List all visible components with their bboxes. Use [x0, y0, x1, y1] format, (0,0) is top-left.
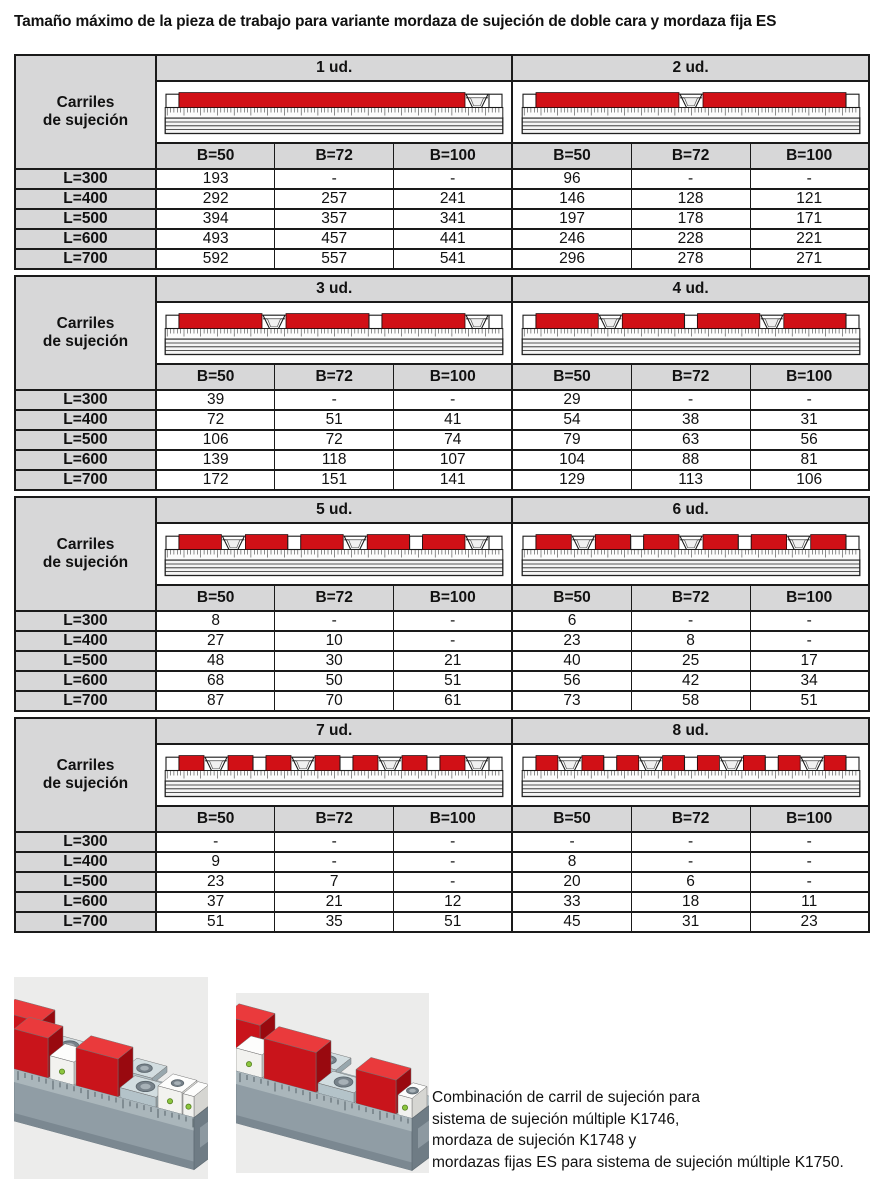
row-label: L=600 — [15, 450, 156, 470]
value-cell: 8 — [631, 631, 750, 651]
units-header: 2 ud. — [512, 55, 868, 81]
value-cell: 592 — [156, 249, 275, 269]
value-cell: - — [750, 631, 869, 651]
rail-diagram — [156, 744, 512, 806]
value-cell: 61 — [394, 691, 513, 711]
col-header: B=100 — [394, 806, 513, 832]
value-cell: 40 — [512, 651, 631, 671]
col-header: B=100 — [750, 143, 869, 169]
value-cell: 74 — [394, 430, 513, 450]
value-cell: - — [394, 852, 513, 872]
value-cell: 106 — [156, 430, 275, 450]
value-cell: - — [631, 390, 750, 410]
value-cell: 151 — [275, 470, 394, 490]
rail-diagram-svg — [521, 89, 861, 135]
row-label: L=300 — [15, 390, 156, 410]
row-label: L=500 — [15, 430, 156, 450]
value-cell: 51 — [394, 912, 513, 932]
value-cell: - — [156, 832, 275, 852]
rail-diagram — [512, 81, 868, 143]
units-header: 5 ud. — [156, 497, 512, 523]
value-cell: 121 — [750, 189, 869, 209]
value-cell: 118 — [275, 450, 394, 470]
caption-line: mordaza de sujeción K1748 y — [432, 1132, 637, 1149]
value-cell: 357 — [275, 209, 394, 229]
value-cell: 88 — [631, 450, 750, 470]
value-cell: 68 — [156, 671, 275, 691]
value-cell: 48 — [156, 651, 275, 671]
value-cell: 27 — [156, 631, 275, 651]
value-cell: 6 — [631, 872, 750, 892]
corner-label-line: Carriles — [56, 94, 115, 111]
row-label: L=500 — [15, 872, 156, 892]
corner-cell — [15, 497, 156, 611]
value-cell: 37 — [156, 892, 275, 912]
value-cell: 278 — [631, 249, 750, 269]
value-cell: 6 — [512, 611, 631, 631]
row-label: L=300 — [15, 832, 156, 852]
col-header: B=50 — [156, 585, 275, 611]
value-cell: 139 — [156, 450, 275, 470]
tables-container — [14, 54, 870, 938]
col-header: B=100 — [750, 364, 869, 390]
value-cell: 104 — [512, 450, 631, 470]
rail-diagram-svg — [164, 752, 504, 798]
value-cell: 107 — [394, 450, 513, 470]
rail-diagram — [156, 302, 512, 364]
row-label: L=600 — [15, 229, 156, 249]
clamping-rail-photo-2 — [236, 993, 429, 1173]
value-cell: 246 — [512, 229, 631, 249]
value-cell: 51 — [394, 671, 513, 691]
caption-line: sistema de sujeción múltiple K1746, — [432, 1110, 680, 1128]
value-cell: - — [631, 832, 750, 852]
value-cell: 31 — [750, 410, 869, 430]
value-cell: 23 — [512, 631, 631, 651]
value-cell: - — [631, 852, 750, 872]
value-cell: 25 — [631, 651, 750, 671]
value-cell: 81 — [750, 450, 869, 470]
value-cell: 30 — [275, 651, 394, 671]
value-cell: - — [750, 872, 869, 892]
value-cell: - — [394, 611, 513, 631]
value-cell: 146 — [512, 189, 631, 209]
value-cell: 341 — [394, 209, 513, 229]
value-cell: 41 — [394, 410, 513, 430]
value-cell: - — [631, 169, 750, 189]
row-label: L=600 — [15, 892, 156, 912]
row-label: L=700 — [15, 470, 156, 490]
row-label: L=400 — [15, 852, 156, 872]
value-cell: 39 — [156, 390, 275, 410]
value-cell: 292 — [156, 189, 275, 209]
value-cell: 87 — [156, 691, 275, 711]
units-header: 7 ud. — [156, 718, 512, 744]
value-cell: 129 — [512, 470, 631, 490]
corner-label-line: Carriles — [56, 315, 115, 332]
value-cell: 441 — [394, 229, 513, 249]
col-header: B=72 — [631, 585, 750, 611]
col-header: B=50 — [512, 585, 631, 611]
value-cell: 34 — [750, 671, 869, 691]
value-cell: 56 — [750, 430, 869, 450]
value-cell: 296 — [512, 249, 631, 269]
value-cell: 10 — [275, 631, 394, 651]
col-header: B=100 — [394, 585, 513, 611]
clamping-rail-photo-1 — [14, 977, 208, 1179]
figure-caption — [432, 1087, 844, 1173]
value-cell: 38 — [631, 410, 750, 430]
col-header: B=72 — [275, 364, 394, 390]
units-header: 1 ud. — [156, 55, 512, 81]
value-cell: 33 — [512, 892, 631, 912]
value-cell: - — [394, 631, 513, 651]
rail-diagram-svg — [521, 531, 861, 577]
value-cell: 51 — [275, 410, 394, 430]
value-cell: 63 — [631, 430, 750, 450]
col-header: B=50 — [156, 143, 275, 169]
value-cell: 23 — [750, 912, 869, 932]
size-table-block-4 — [14, 717, 870, 933]
units-header: 8 ud. — [512, 718, 868, 744]
rail-diagram-svg — [164, 310, 504, 356]
value-cell: - — [275, 169, 394, 189]
value-cell: 457 — [275, 229, 394, 249]
units-header: 3 ud. — [156, 276, 512, 302]
corner-cell — [15, 55, 156, 169]
value-cell: 72 — [275, 430, 394, 450]
value-cell: - — [750, 169, 869, 189]
value-cell: 56 — [512, 671, 631, 691]
col-header: B=72 — [275, 806, 394, 832]
value-cell: 45 — [512, 912, 631, 932]
value-cell: 9 — [156, 852, 275, 872]
col-header: B=50 — [156, 806, 275, 832]
value-cell: - — [394, 872, 513, 892]
col-header: B=72 — [275, 585, 394, 611]
value-cell: - — [275, 852, 394, 872]
value-cell: - — [394, 169, 513, 189]
value-cell: 51 — [750, 691, 869, 711]
page-title: Tamaño máximo de la pieza de trabajo para variante mordaza de sujeción de doble cara y mordaza fija ES — [14, 13, 777, 30]
value-cell: 171 — [750, 209, 869, 229]
value-cell: - — [750, 390, 869, 410]
row-label: L=600 — [15, 671, 156, 691]
value-cell: 58 — [631, 691, 750, 711]
clamping-rail-render — [236, 993, 429, 1173]
value-cell: - — [512, 832, 631, 852]
value-cell: 70 — [275, 691, 394, 711]
value-cell: 271 — [750, 249, 869, 269]
rail-diagram-svg — [164, 89, 504, 135]
value-cell: - — [394, 390, 513, 410]
col-header: B=50 — [512, 364, 631, 390]
rail-diagram — [512, 523, 868, 585]
value-cell: 8 — [156, 611, 275, 631]
corner-label-line: Carriles — [56, 757, 115, 774]
units-header: 6 ud. — [512, 497, 868, 523]
row-label: L=700 — [15, 912, 156, 932]
value-cell: 31 — [631, 912, 750, 932]
value-cell: 72 — [156, 410, 275, 430]
rail-diagram-svg — [521, 752, 861, 798]
value-cell: 394 — [156, 209, 275, 229]
value-cell: - — [275, 611, 394, 631]
rail-diagram-svg — [164, 531, 504, 577]
value-cell: 557 — [275, 249, 394, 269]
value-cell: 51 — [156, 912, 275, 932]
size-table-block-1 — [14, 54, 870, 270]
value-cell: - — [394, 832, 513, 852]
corner-label-line: de sujeción — [42, 333, 129, 350]
value-cell: 228 — [631, 229, 750, 249]
row-label: L=400 — [15, 410, 156, 430]
value-cell: 493 — [156, 229, 275, 249]
col-header: B=50 — [156, 364, 275, 390]
value-cell: 8 — [512, 852, 631, 872]
clamping-rail-render — [14, 977, 208, 1179]
value-cell: 18 — [631, 892, 750, 912]
value-cell: 21 — [394, 651, 513, 671]
value-cell: 20 — [512, 872, 631, 892]
col-header: B=100 — [394, 364, 513, 390]
row-label: L=700 — [15, 249, 156, 269]
row-label: L=500 — [15, 209, 156, 229]
value-cell: 7 — [275, 872, 394, 892]
rail-diagram-svg — [521, 310, 861, 356]
value-cell: 541 — [394, 249, 513, 269]
col-header: B=100 — [750, 585, 869, 611]
value-cell: 221 — [750, 229, 869, 249]
rail-diagram — [156, 523, 512, 585]
units-header: 4 ud. — [512, 276, 868, 302]
col-header: B=100 — [394, 143, 513, 169]
value-cell: - — [750, 832, 869, 852]
row-label: L=700 — [15, 691, 156, 711]
value-cell: 35 — [275, 912, 394, 932]
row-label: L=300 — [15, 611, 156, 631]
col-header: B=72 — [631, 364, 750, 390]
corner-label-line: de sujeción — [42, 775, 129, 792]
corner-cell — [15, 718, 156, 832]
value-cell: 241 — [394, 189, 513, 209]
col-header: B=72 — [631, 143, 750, 169]
value-cell: 21 — [275, 892, 394, 912]
value-cell: 96 — [512, 169, 631, 189]
col-header: B=100 — [750, 806, 869, 832]
value-cell: 178 — [631, 209, 750, 229]
value-cell: - — [750, 852, 869, 872]
figures-row — [14, 977, 868, 1192]
value-cell: - — [631, 611, 750, 631]
value-cell: 54 — [512, 410, 631, 430]
value-cell: 193 — [156, 169, 275, 189]
value-cell: 12 — [394, 892, 513, 912]
corner-label-line: de sujeción — [42, 554, 129, 571]
corner-cell — [15, 276, 156, 390]
value-cell: 50 — [275, 671, 394, 691]
col-header: B=50 — [512, 143, 631, 169]
value-cell: 141 — [394, 470, 513, 490]
rail-diagram — [512, 744, 868, 806]
rail-diagram — [156, 81, 512, 143]
value-cell: 172 — [156, 470, 275, 490]
row-label: L=400 — [15, 631, 156, 651]
caption-line: Combinación de carril de sujeción para — [432, 1089, 700, 1106]
size-table-block-2 — [14, 275, 870, 491]
value-cell: - — [750, 611, 869, 631]
value-cell: 106 — [750, 470, 869, 490]
value-cell: 17 — [750, 651, 869, 671]
value-cell: 128 — [631, 189, 750, 209]
col-header: B=72 — [275, 143, 394, 169]
value-cell: 23 — [156, 872, 275, 892]
value-cell: 42 — [631, 671, 750, 691]
corner-label-line: Carriles — [56, 536, 115, 553]
value-cell: 29 — [512, 390, 631, 410]
row-label: L=300 — [15, 169, 156, 189]
value-cell: 113 — [631, 470, 750, 490]
value-cell: - — [275, 390, 394, 410]
row-label: L=500 — [15, 651, 156, 671]
value-cell: 79 — [512, 430, 631, 450]
rail-diagram — [512, 302, 868, 364]
value-cell: 73 — [512, 691, 631, 711]
col-header: B=50 — [512, 806, 631, 832]
col-header: B=72 — [631, 806, 750, 832]
value-cell: 197 — [512, 209, 631, 229]
value-cell: - — [275, 832, 394, 852]
value-cell: 11 — [750, 892, 869, 912]
row-label: L=400 — [15, 189, 156, 209]
corner-label-line: de sujeción — [42, 112, 129, 129]
value-cell: 257 — [275, 189, 394, 209]
size-table-block-3 — [14, 496, 870, 712]
caption-line: mordazas fijas ES para sistema de sujeción múltiple K1750. — [432, 1153, 844, 1171]
